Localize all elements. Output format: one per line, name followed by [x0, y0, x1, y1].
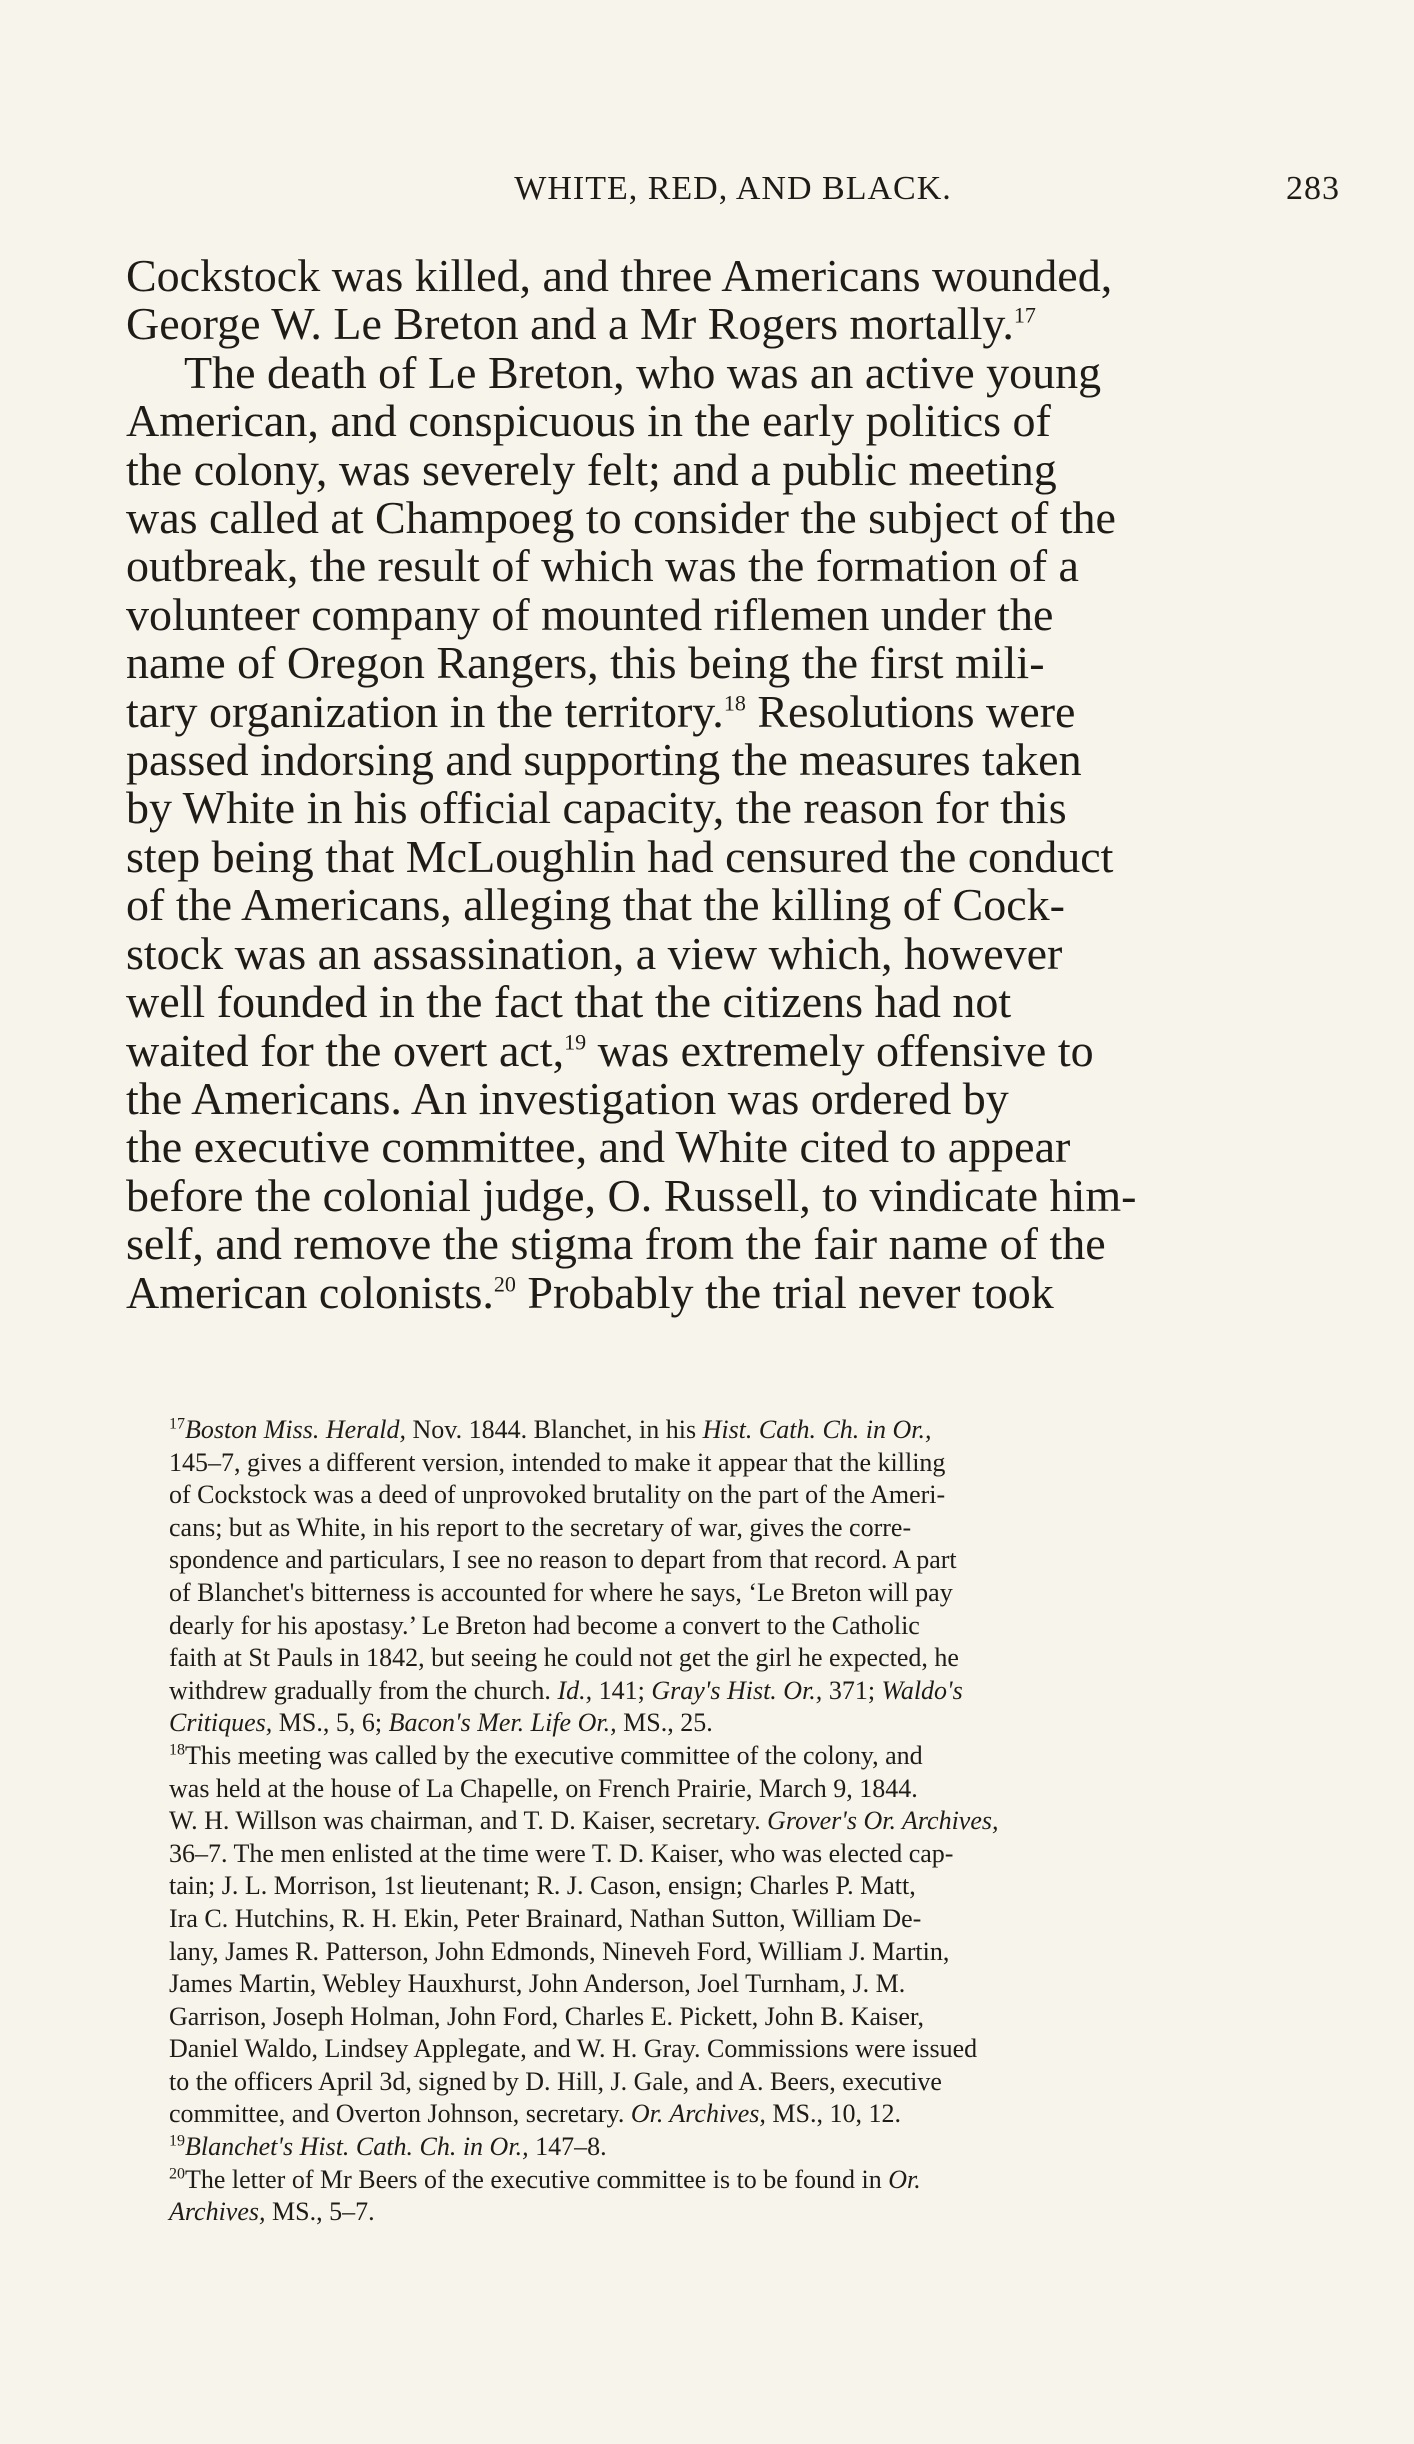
- footnote-line: Daniel Waldo, Lindsey Applegate, and W. H. Gray. Commissions were issued: [169, 2034, 978, 2064]
- text-line: step being that McLoughlin had censured the conduct: [126, 830, 1114, 882]
- footnote-ref[interactable]: 17: [1013, 303, 1036, 329]
- footnote-line: withdrew gradually from the church. Id., 141; Gray's Hist. Or., 371; Waldo's: [169, 1675, 963, 1705]
- paragraph: [126, 252, 1366, 349]
- footnote-17: [135, 1414, 1335, 1740]
- footnote-line: W. H. Willson was chairman, and T. D. Kaiser, secretary. Grover's Or. Archives,: [169, 1806, 999, 1836]
- footnote-18: [135, 1740, 1335, 2131]
- text-line: well founded in the fact that the citizens had not: [126, 976, 1012, 1028]
- footnote-mark: 20: [169, 2165, 185, 2182]
- footnote-line: 36–7. The men enlisted at the time were T. D. Kaiser, who was elected cap-: [169, 1838, 954, 1868]
- text-line: before the colonial judge, O. Russell, to vindicate him-: [126, 1169, 1137, 1221]
- footnotes: [135, 1414, 1335, 2229]
- footnote-ref[interactable]: 20: [493, 1271, 516, 1297]
- text-line: the Americans. An investigation was ordered by: [126, 1072, 1009, 1124]
- footnote-mark: 19: [169, 2132, 185, 2150]
- text-line: American colonists.$^{20}$ Probably the trial never took: [126, 1266, 1054, 1318]
- footnote-line: Ira C. Hutchins, R. H. Ekin, Peter Brainard, Nathan Sutton, William De-: [169, 1903, 922, 1933]
- footnote-line: tain; J. L. Morrison, 1st lieutenant; R. J. Cason, ensign; Charles P. Matt,: [169, 1871, 916, 1901]
- page-number: 283: [1286, 170, 1340, 207]
- text-line: self, and remove the stigma from the fair name of the: [126, 1218, 1106, 1270]
- footnote-line: faith at St Pauls in 1842, but seeing he could not get the girl he expected, he: [169, 1643, 959, 1673]
- footnote-line: committee, and Overton Johnson, secretary. Or. Archives, MS., 10, 12.: [169, 2099, 901, 2129]
- footnote-line: cans; but as White, in his report to the secretary of war, gives the corre-: [169, 1512, 912, 1542]
- paragraph: [126, 346, 1366, 398]
- footnote-19: [135, 2131, 1335, 2164]
- text-line: name of Oregon Rangers, this being the first mili-: [126, 637, 1045, 689]
- footnote-line: $^{20}$The letter of Mr Beers of the executive committee is to be found in Or.: [169, 2164, 921, 2194]
- text-line: Cockstock was killed, and three Americans wounded,: [126, 250, 1113, 301]
- text-line: waited for the overt act,$^{19}$ was extremely offensive to: [126, 1024, 1094, 1076]
- footnote-line: to the officers April 3d, signed by D. Hill, J. Gale, and A. Beers, executive: [169, 2066, 942, 2096]
- footnote-line: Critiques, MS., 5, 6; Bacon's Mer. Life Or., MS., 25.: [169, 1708, 713, 1738]
- footnote-line: was held at the house of La Chapelle, on French Prairie, March 9, 1844.: [169, 1773, 918, 1803]
- footnote-line: of Blanchet's bitterness is accounted for where he says, ‘Le Breton will pay: [169, 1577, 953, 1607]
- footnote-line: Archives, MS., 5–7.: [169, 2197, 375, 2227]
- footnote-mark: 18: [169, 1741, 185, 1759]
- text-line: outbreak, the result of which was the formation of a: [126, 540, 1079, 592]
- footnote-line: of Cockstock was a deed of unprovoked brutality on the part of the Ameri-: [169, 1480, 946, 1510]
- text-line: of the Americans, alleging that the killing of Cock-: [126, 879, 1065, 931]
- footnote-line: spondence and particulars, I see no reason to depart from that record. A part: [169, 1545, 957, 1575]
- footnote-line: Garrison, Joseph Holman, John Ford, Charles E. Pickett, John B. Kaiser,: [169, 2001, 925, 2031]
- footnote-line: lany, James R. Patterson, John Edmonds, Nineveh Ford, William J. Martin,: [169, 1936, 950, 1966]
- text-line: tary organization in the territory.$^{18}$ Resolutions were: [126, 685, 1076, 737]
- footnote-ref[interactable]: 19: [564, 1029, 587, 1055]
- footnote-line: $^{17}$Boston Miss. Herald, Nov. 1844. Blanchet, in his Hist. Cath. Ch. in Or.,: [169, 1415, 932, 1444]
- body-text: [126, 252, 1366, 1317]
- text-line: The death of Le Breton, who was an active young: [184, 346, 1102, 398]
- text-line: American, and conspicuous in the early politics of: [126, 395, 1051, 447]
- footnote-line: $^{19}$Blanchet's Hist. Cath. Ch. in Or., 147–8.: [169, 2132, 607, 2162]
- footnote-20: [135, 2164, 1335, 2229]
- paragraph: [126, 397, 1366, 1317]
- footnote-line: $^{18}$This meeting was called by the executive committee of the colony, and: [169, 1740, 923, 1770]
- footnote-ref[interactable]: 18: [723, 690, 746, 716]
- text-line: the executive committee, and White cited to appear: [126, 1121, 1071, 1173]
- text-line: was called at Champoeg to consider the subject of the: [126, 492, 1116, 544]
- text-line: stock was an assassination, a view which, however: [126, 927, 1063, 979]
- running-head: WHITE, RED, AND BLACK.: [514, 170, 952, 207]
- text-line: passed indorsing and supporting the measures taken: [126, 734, 1082, 786]
- footnote-line: dearly for his apostasy.’ Le Breton had become a convert to the Catholic: [169, 1610, 920, 1640]
- footnote-line: James Martin, Webley Hauxhurst, John Anderson, Joel Turnham, J. M.: [169, 1969, 906, 1999]
- text-line: George W. Le Breton and a Mr Rogers mortally.$^{17}$: [126, 298, 1036, 350]
- page-header: [126, 170, 1340, 220]
- footnote-mark: 17: [169, 1415, 185, 1433]
- footnote-line: 145–7, gives a different version, intended to make it appear that the killing: [169, 1447, 946, 1477]
- text-line: the colony, was severely felt; and a public meeting: [126, 443, 1057, 495]
- text-line: by White in his official capacity, the reason for this: [126, 782, 1067, 834]
- text-line: volunteer company of mounted riflemen under the: [126, 588, 1054, 640]
